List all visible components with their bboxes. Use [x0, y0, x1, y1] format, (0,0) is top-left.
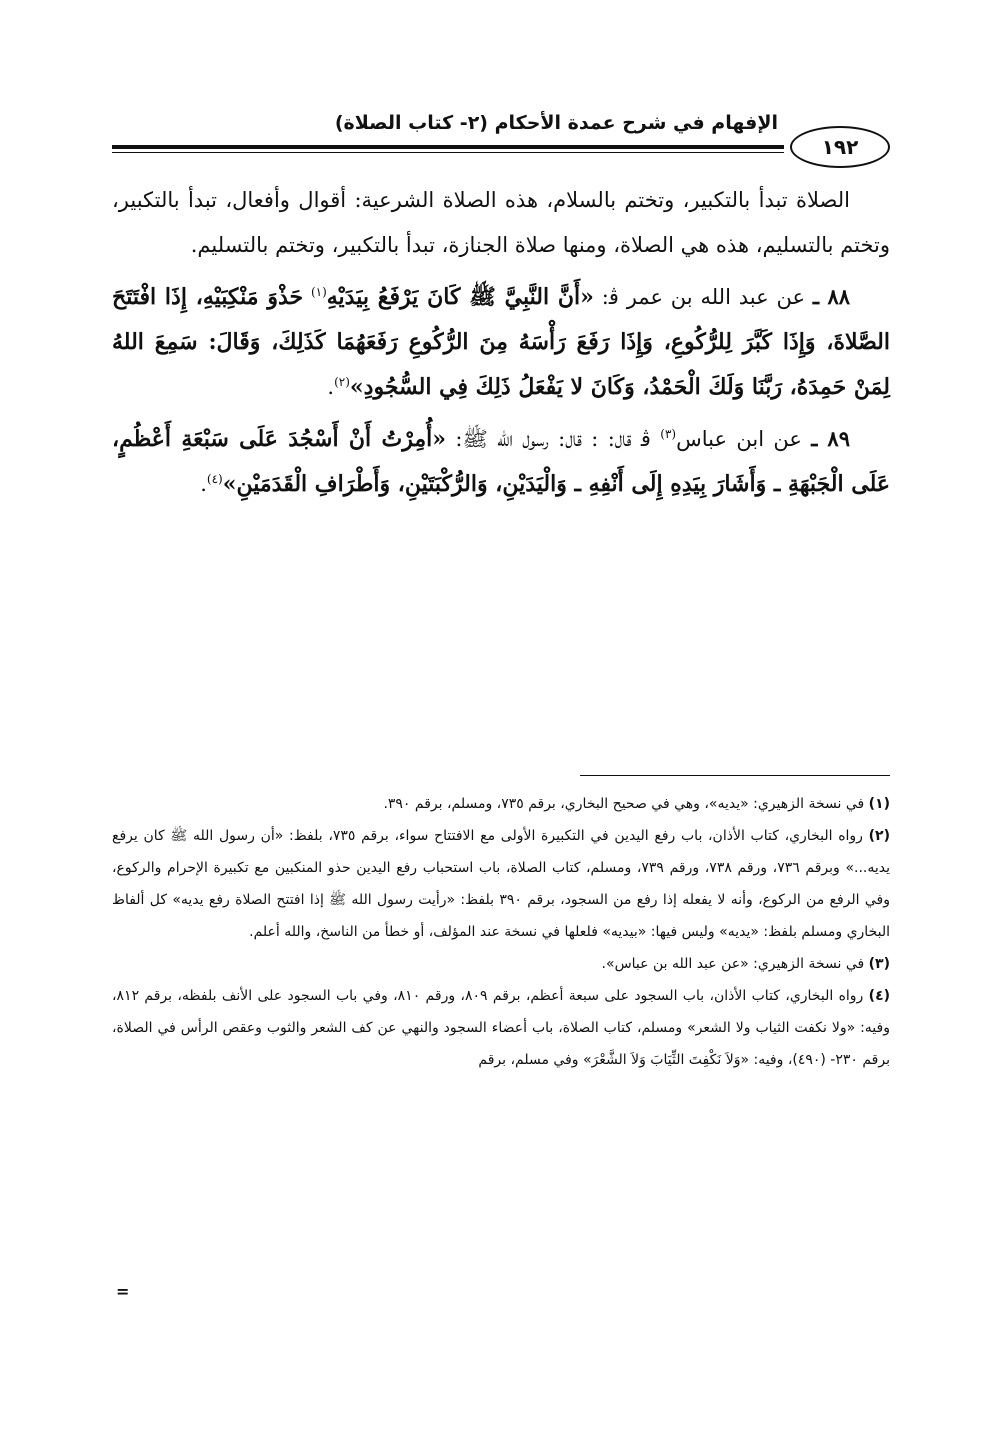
footnote-1 — [112, 788, 890, 820]
footnote-ref[interactable]: (٤) — [206, 472, 223, 486]
hadith-narrator-2: ﭬ قال: : قال: رسول الله ﷺ: — [455, 427, 651, 451]
hadith-number: ٨٩ ـ — [811, 426, 850, 451]
footnote-text: رواه البخاري، كتاب الأذان، باب رفع اليدين في التكبيرة الأولى مع الافتتاح سواء، برقم ٧٣٥، بلفظ: «أن رسول الله ﷺ كان يرفع يديه...» وبرقم ٧٣٦، ورقم ٧٣٨، ورقم ٧٣٩، ومسلم، كتاب الصلاة، باب استحباب رفع اليدين حذو المنكبين مع تكبيرة الإحرام والركوع، وفي الرفع من الركوع، وأنه لا يفعله إذا رفع من السجود، برقم ٣٩٠ بلفظ: «رأيت رسول الله ﷺ إذا افتتح الصلاة رفع يديه» كل ألفاظ البخاري ومسلم بلفظ: «يديه» وليس فيها: «بيديه» فلعلها في نسخة عند المؤلف، أو خطأ من الناسخ، والله أعلم. — [112, 828, 891, 940]
header-rule — [112, 145, 784, 149]
footnote-ref[interactable]: (١) — [310, 285, 327, 299]
hadith-end: . — [200, 472, 207, 496]
footnote-4 — [112, 980, 890, 1076]
running-title: الإفهام في شرح عمدة الأحكام (٢- كتاب الصلاة) — [334, 112, 778, 134]
page-header — [112, 112, 890, 172]
footnote-ref[interactable]: (٣) — [660, 427, 677, 441]
header-rule-thin — [112, 152, 784, 153]
footnote-number: (٣) — [868, 956, 890, 972]
footnote-ref[interactable]: (٢) — [334, 375, 350, 389]
footnote-text: رواه البخاري، كتاب الأذان، باب السجود على سبعة أعظم، برقم ٨٠٩، ورقم ٨١٠، وفي باب السجود على الأنف بلفظه، برقم ٨١٢، وفيه: «ولا نكفت الثياب ولا الشعر» ومسلم، كتاب الصلاة، باب أعضاء السجود والنهي عن كف الشعر والثوب وعقص الرأس في الصلاة، برقم ٢٣٠- (٤٩٠)، وفيه: «وَلاَ نَكْفِتَ الثِّيَابَ وَلاَ الشَّعْرَ» وفي مسلم، برقم — [112, 988, 890, 1068]
footnote-3 — [112, 948, 890, 980]
hadith-end: . — [327, 375, 335, 399]
continuation-mark: = — [116, 1282, 130, 1301]
footnote-number: (١) — [868, 796, 890, 812]
hadith-text: حَذْوَ مَنْكِبَيْهِ، إِذَا افْتَتَحَ الصَّلاةَ، وَإِذَا كَبَّرَ لِلرُّكُوعِ، وَإِذَا رَفَعَ رَأْسَهُ مِنَ الرُّكُوعِ رَفَعَهُمَا كَذَلِكَ، وَقَالَ: سَمِعَ اللهُ لِمَنْ حَمِدَهُ، رَبَّنَا وَلَكَ الْحَمْدُ، وَكَانَ لا يَفْعَلُ ذَلِكَ فِي السُّجُودِ» — [112, 284, 890, 400]
main-text — [112, 178, 890, 507]
footnote-text: في نسخة الزهيري: «عن عبد الله بن عباس». — [601, 956, 865, 972]
footnote-separator — [580, 775, 890, 776]
page-number-badge — [790, 126, 890, 168]
hadith-text: «أَنَّ النَّبِيَّ ﷺ كَانَ يَرْفَعُ بِيَدَيْهِ — [326, 284, 594, 310]
intro-paragraph: الصلاة تبدأ بالتكبير، وتختم بالسلام، هذه الصلاة الشرعية: أقوال وأفعال، تبدأ بالتكبير، وتختم بالتسليم، هذه هي الصلاة، ومنها صلاة الجنازة، تبدأ بالتكبير، وتختم بالتسليم. — [112, 188, 890, 257]
hadith-narrator: عن ابن عباس — [676, 427, 802, 451]
hadith-text: «أُمِرْتُ أَنْ أَسْجُدَ عَلَى سَبْعَةِ أَعْظُمٍ، عَلَى الْجَبْهَةِ ـ وَأَشَارَ بِيَدِهِ إِلَى أَنْفِهِ ـ وَالْيَدَيْنِ، وَالرُّكْبَتَيْنِ، وَأَطْرَافِ الْقَدَمَيْنِ» — [112, 426, 890, 497]
footnote-2 — [112, 820, 890, 948]
hadith-89 — [112, 416, 890, 507]
hadith-number: ٨٨ ـ — [812, 284, 851, 309]
footnotes — [112, 788, 890, 1076]
footnote-text: في نسخة الزهيري: «يديه»، وهي في صحيح البخاري، برقم ٧٣٥، ومسلم، برقم ٣٩٠. — [383, 796, 865, 812]
footnote-number: (٢) — [868, 828, 890, 844]
hadith-88 — [112, 274, 890, 410]
page-number: ١٩٢ — [821, 135, 859, 159]
footnote-number: (٤) — [868, 988, 891, 1004]
hadith-narrator: عن عبد الله بن عمر ﭬ: — [601, 285, 805, 309]
